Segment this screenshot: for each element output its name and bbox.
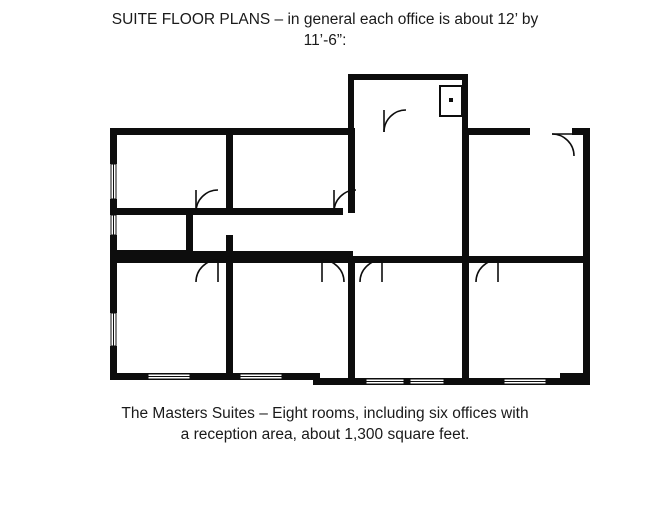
wall-upper-v3: [462, 128, 469, 256]
wall-top-right-segment: [466, 128, 530, 135]
wall-upper-v2: [348, 128, 355, 213]
wall-top-north-top: [348, 74, 468, 80]
window-run-upper: [111, 164, 116, 199]
closet-fixture: [449, 98, 453, 102]
wall-left-upper-1: [110, 128, 117, 164]
floorplan-svg: [0, 60, 650, 400]
door-swing-arc: [322, 260, 344, 282]
wall-left-upper-2: [110, 199, 117, 215]
entry-opening-right-3: [504, 379, 546, 384]
entry-opening-left: [148, 374, 190, 379]
figure-caption-line-2: a reception area, about 1,300 square feet.: [180, 425, 470, 443]
figure-caption-line-1: The Masters Suites – Eight rooms, including six offices with: [121, 405, 529, 422]
door-lower-left-office: [196, 260, 218, 282]
wall-band-right: [352, 256, 462, 263]
floorplan-wall-nodes: [226, 129, 467, 262]
entry-opening-center: [240, 374, 282, 379]
door-lower-right-office: [476, 260, 498, 282]
wall-upper-v1-top: [226, 128, 233, 213]
wall-lower-v1: [226, 263, 233, 380]
page-title: [60, 10, 590, 52]
wall-upper-left-bottom: [117, 208, 233, 215]
wall-lower-v2: [348, 263, 355, 385]
figure-caption: [60, 404, 590, 446]
wall-upper-center-bottom: [233, 208, 343, 215]
door-top-north: [384, 110, 406, 132]
door-swing-arc: [360, 260, 382, 282]
door-lower-center-right-office: [360, 260, 382, 282]
entry-opening-right-2: [410, 379, 444, 384]
door-swing-arc: [476, 260, 498, 282]
door-lower-center-office: [322, 260, 344, 282]
door-swing-arc: [196, 260, 218, 282]
wall-right-exterior: [583, 128, 590, 380]
wall-band-center: [226, 256, 356, 263]
wall-mid-far-left: [117, 250, 187, 257]
wall-left-mid: [110, 235, 117, 313]
page-title-line-2: 11’-6”:: [303, 31, 347, 49]
wall-corridor-left: [186, 208, 193, 258]
window-run-mid: [111, 215, 116, 235]
floorplan-figure: [0, 60, 650, 400]
door-swing-arc: [384, 110, 406, 132]
entry-opening-right-1: [366, 379, 404, 384]
door-swing-arc: [552, 134, 574, 156]
wall-lower-v3: [462, 263, 469, 385]
wall-bottom-corner-right: [568, 378, 590, 385]
page-title-line-1: SUITE FLOOR PLANS – in general each office is about 12’ by: [111, 11, 539, 28]
wall-top-north-left: [348, 74, 354, 132]
wall-band-far-right: [462, 256, 590, 263]
wall-bottom-left: [110, 373, 320, 380]
door-top-right: [552, 134, 574, 156]
window-run-lower: [111, 313, 116, 346]
floorplan-walls: [110, 74, 590, 385]
